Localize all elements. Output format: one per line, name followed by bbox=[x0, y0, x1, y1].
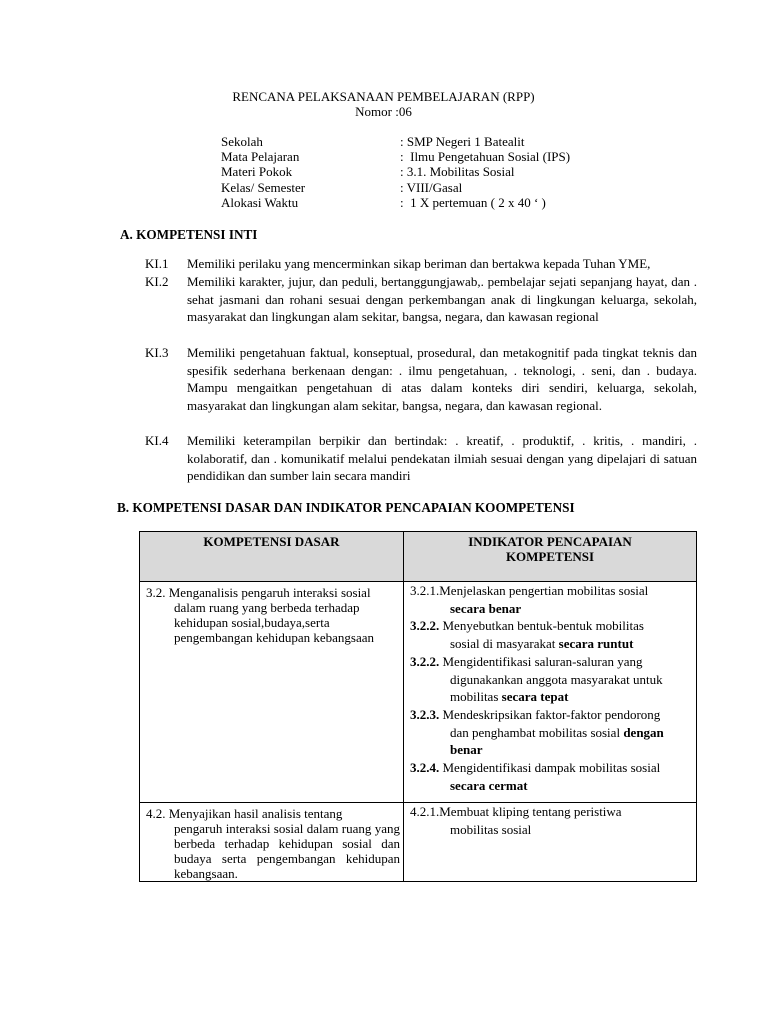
header-indikator bbox=[404, 532, 697, 582]
table-row bbox=[140, 803, 697, 882]
kd-cell bbox=[140, 582, 404, 803]
document-number: Nomor :06 bbox=[355, 104, 412, 119]
ki-code: KI.2 bbox=[145, 274, 169, 289]
indicator-emphasis: secara benar bbox=[450, 600, 522, 616]
kd-text bbox=[146, 582, 400, 645]
indicator-continuation: dan penghambat mobilitas sosial dengan benar bbox=[450, 724, 664, 758]
indicator-item bbox=[410, 617, 693, 652]
indicator-line bbox=[410, 653, 693, 671]
indicator-emphasis: secara cermat bbox=[450, 777, 528, 793]
ki-code: KI.3 bbox=[145, 345, 169, 360]
indicator-text: Mengidentifikasi dampak mobilitas sosial bbox=[439, 760, 661, 776]
indicator-cell bbox=[404, 803, 697, 882]
section-a-title: KOMPETENSI INTI bbox=[136, 227, 258, 242]
indicator-code: 3.2.1. bbox=[410, 583, 440, 598]
info-value: : 3.1. Mobilitas Sosial bbox=[400, 164, 515, 180]
info-value: : VIII/Gasal bbox=[400, 179, 463, 195]
header-kompetensi-dasar: KOMPETENSI DASAR bbox=[140, 532, 404, 582]
header-indikator-line1: INDIKATOR PENCAPAIAN bbox=[468, 534, 632, 549]
indicator-item bbox=[410, 582, 693, 617]
indicator-emphasis: dengan benar bbox=[450, 724, 664, 758]
ki-text: Memiliki perilaku yang mencerminkan sikap beriman dan bertakwa kepada Tuhan YME, bbox=[187, 256, 651, 271]
kd-first-line: 4.2. Menyajikan hasil analisis tentang bbox=[146, 806, 343, 821]
ki-text: Memiliki pengetahuan faktual, konseptual, prosedural, dan metakognitif pada tingkat teknis dan spesifik sederhana berkenaan dengan: . ilmu pengetahuan, . teknologi, . seni, dan . budaya. Mampu mengaitkan pengetahuan di atas dalam konteks diri sendiri, keluarga, sekolah, masyarakat dan lingkungan alam sekitar, bangsa, negara, dan kawasan regional. bbox=[187, 345, 697, 413]
section-b-heading bbox=[117, 500, 575, 516]
indicator-continuation bbox=[410, 777, 693, 795]
indicator-item bbox=[410, 803, 693, 838]
indicator-line bbox=[410, 706, 693, 724]
info-label: Sekolah bbox=[221, 134, 263, 149]
ki-item-3 bbox=[145, 344, 697, 414]
info-label: Kelas/ Semester bbox=[221, 179, 306, 195]
document-title: RENCANA PELAKSANAAN PEMBELAJARAN (RPP) bbox=[232, 89, 535, 104]
indicator-item bbox=[410, 653, 693, 706]
indicator-line: 4.2.1.Membuat kliping tentang peristiwa bbox=[410, 804, 622, 819]
info-row-time bbox=[221, 195, 570, 210]
indicator-text: Menjelaskan pengertian mobilitas sosial bbox=[439, 583, 649, 598]
indicator-line bbox=[410, 582, 693, 600]
table-row bbox=[140, 582, 697, 803]
kd-continuation: pengaruh interaksi sosial dalam ruang yang berbeda terhadap kehidupan sosial dan budaya serta pengembangan kehidupan kebangsaan. bbox=[174, 821, 400, 881]
ki-item-4 bbox=[145, 432, 697, 485]
document-title-block bbox=[0, 89, 768, 119]
section-a-number: A. bbox=[120, 227, 133, 242]
indicator-continuation: digunakankan anggota masyarakat untuk mobilitas secara tepat bbox=[450, 671, 663, 705]
header-indikator-line2: KOMPETENSI bbox=[505, 549, 595, 564]
indicator-emphasis: secara tepat bbox=[501, 689, 569, 705]
section-a-heading bbox=[120, 227, 257, 243]
ki-code: KI.1 bbox=[145, 256, 169, 271]
competency-table bbox=[139, 531, 697, 882]
info-row-class bbox=[221, 180, 570, 195]
indicator-code: 3.2.2. bbox=[410, 653, 440, 669]
ki-code: KI.4 bbox=[145, 433, 169, 448]
indicator-code: 3.2.3. bbox=[410, 706, 440, 722]
indicator-line bbox=[410, 759, 693, 777]
indicator-text: Menyebutkan bentuk-bentuk mobilitas bbox=[439, 618, 644, 634]
indicator-cell bbox=[404, 582, 697, 803]
info-label: Mata Pelajaran bbox=[221, 149, 300, 165]
ki-item-1 bbox=[145, 255, 697, 273]
kd-text bbox=[146, 803, 400, 881]
info-value: : SMP Negeri 1 Batealit bbox=[400, 134, 525, 149]
info-value: : Ilmu Pengetahuan Sosial (IPS) bbox=[400, 149, 571, 165]
info-label: Materi Pokok bbox=[221, 164, 293, 180]
identity-block bbox=[221, 134, 570, 210]
table-header-row bbox=[140, 532, 697, 582]
info-label: Alokasi Waktu bbox=[221, 194, 299, 210]
kd-cell bbox=[140, 803, 404, 882]
kd-first-line: 3.2. Menganalisis pengaruh interaksi sosial bbox=[146, 585, 371, 600]
kd-continuation: dalam ruang yang berbeda terhadap kehidupan sosial,budaya,serta pengembangan kehidupan kebangsaan bbox=[174, 600, 374, 645]
info-row-subject bbox=[221, 149, 570, 164]
info-row-topic bbox=[221, 164, 570, 179]
indicator-item bbox=[410, 759, 693, 794]
indicator-continuation: mobilitas sosial bbox=[450, 821, 532, 837]
indicator-continuation: sosial di masyarakat secara runtut bbox=[450, 636, 634, 652]
indicator-code: 3.2.4. bbox=[410, 760, 440, 776]
indicator-continuation bbox=[410, 600, 693, 618]
indicator-text: Mendeskripsikan faktor-faktor pendorong bbox=[439, 706, 661, 722]
indicator-code: 3.2.2. bbox=[410, 618, 440, 634]
ki-item-2 bbox=[145, 273, 697, 326]
indicator-text: Mengidentifikasi saluran-saluran yang bbox=[439, 653, 643, 669]
ki-text: Memiliki karakter, jujur, dan peduli, bertanggungjawab,. pembelajar sejati sepanjang hayat, dan . sehat jasmani dan rohani sesuai dengan perkembangan anak di lingkungan keluarga, sekolah, masyarakat dan lingkungan alam sekitar, bangsa, negara, dan kawasan regional bbox=[187, 274, 697, 325]
section-b-title: KOMPETENSI DASAR DAN INDIKATOR PENCAPAIAN KOOMPETENSI bbox=[132, 500, 575, 515]
section-b-number: B. bbox=[117, 500, 130, 515]
indicator-line bbox=[410, 617, 693, 635]
indicator-emphasis: secara runtut bbox=[558, 636, 634, 652]
info-value: : 1 X pertemuan ( 2 x 40 ‘ ) bbox=[400, 194, 546, 210]
info-row-school bbox=[221, 134, 570, 149]
indicator-item bbox=[410, 706, 693, 759]
ki-text: Memiliki keterampilan berpikir dan bertindak: . kreatif, . produktif, . kritis, . mandiri, . kolaboratif, dan . komunikatif melalui pendekatan ilmiah sesuai dengan yang dipelajari di satuan pendidikan dan sumber lain secara mandiri bbox=[187, 433, 697, 484]
